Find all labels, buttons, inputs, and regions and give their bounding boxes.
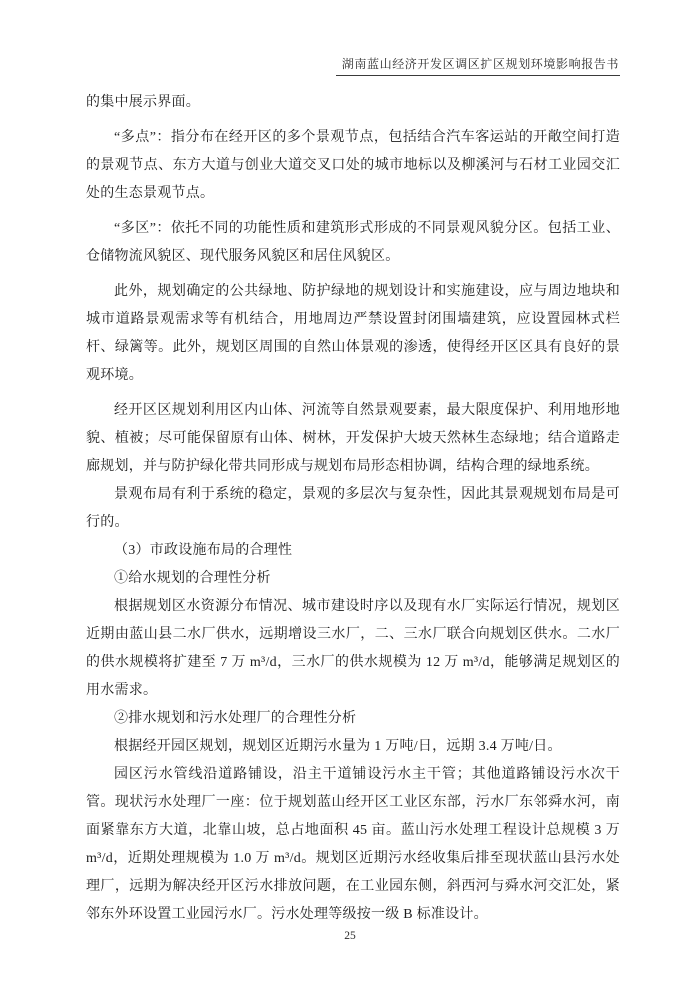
paragraph-landscape-conclusion: 景观布局有利于系统的稳定，景观的多层次与复杂性，因此其景观规划布局是可行的。 [86, 487, 620, 530]
paragraph-continuation: 的集中展示界面。 [86, 95, 200, 110]
heading-municipal-facilities: （3）市政设施布局的合理性 [114, 543, 293, 558]
paragraph-green-space: 此外，规划确定的公共绿地、防护绿地的规划设计和实施建设，应与周边地块和城市道路景观需求等有机结合，用地周边严禁设置封闭围墙建筑，应设置园林式栏杆、绿篱等。此外，规划区周围的自然山体景观的渗透，使得经开区区具有良好的景观环境。 [86, 284, 620, 383]
document-body [86, 89, 620, 929]
paragraph-duoqu: “多区”：依托不同的功能性质和建筑形式形成的不同景观风貌分区。包括工业、仓储物流风貌区、现代服务风貌区和居住风貌区。 [86, 221, 620, 264]
heading-drainage-analysis: ②排水规划和污水处理厂的合理性分析 [114, 711, 357, 726]
page-footer [0, 930, 700, 942]
paragraph-sewage-volume: 根据经开园区规划，规划区近期污水量为 1 万吨/日，远期 3.4 万吨/日。 [114, 739, 562, 754]
paragraph-water-supply: 根据规划区水资源分布情况、城市建设时序以及现有水厂实际运行情况，规划区近期由蓝山县二水厂供水，远期增设三水厂，二、三水厂联合向规划区供水。二水厂的供水规模将扩建至 7 万 m³/d，三水厂的供水规模为 12 万 m³/d，能够满足规划区的用水需求。 [86, 599, 620, 698]
page-number: 25 [344, 930, 356, 942]
running-header-title: 湖南蓝山经济开发区调区扩区规划环境影响报告书 [336, 55, 620, 76]
paragraph-natural-landscape: 经开区区规划利用区内山体、河流等自然景观要素，最大限度保护、利用地形地貌、植被；尽可能保留原有山体、树林，开发保护大坡天然林生态绿地；结合道路走廊规划，并与防护绿化带共同形成与规划布局形态相协调，结构合理的绿地系统。 [86, 403, 620, 474]
paragraph-duodian: “多点”：指分布在经开区的多个景观节点，包括结合汽车客运站的开敞空间打造的景观节点、东方大道与创业大道交叉口处的城市地标以及柳溪河与石材工业园交汇处的生态景观节点。 [86, 130, 620, 201]
heading-water-supply-analysis: ①给水规划的合理性分析 [114, 571, 271, 586]
paragraph-sewage-treatment: 园区污水管线沿道路铺设，沿主干道铺设污水主干管；其他道路铺设污水次干管。现状污水处理厂一座：位于规划蓝山经开区工业区东部，污水厂东邻舜水河，南面紧靠东方大道，北靠山坡，总占地面积 45 亩。蓝山污水处理工程设计总规模 3 万 m³/d，近期处理规模为 1.0 万 m³/d。规划区近期污水经收集后排至现状蓝山县污水处理厂，远期为解决经开区污水排放问题，在工业园东侧，斜西河与舜水河交汇处，紧邻东外环设置工业园污水厂。污水处理等级按一级 B 标准设计。 [86, 767, 620, 922]
running-header [86, 55, 620, 76]
